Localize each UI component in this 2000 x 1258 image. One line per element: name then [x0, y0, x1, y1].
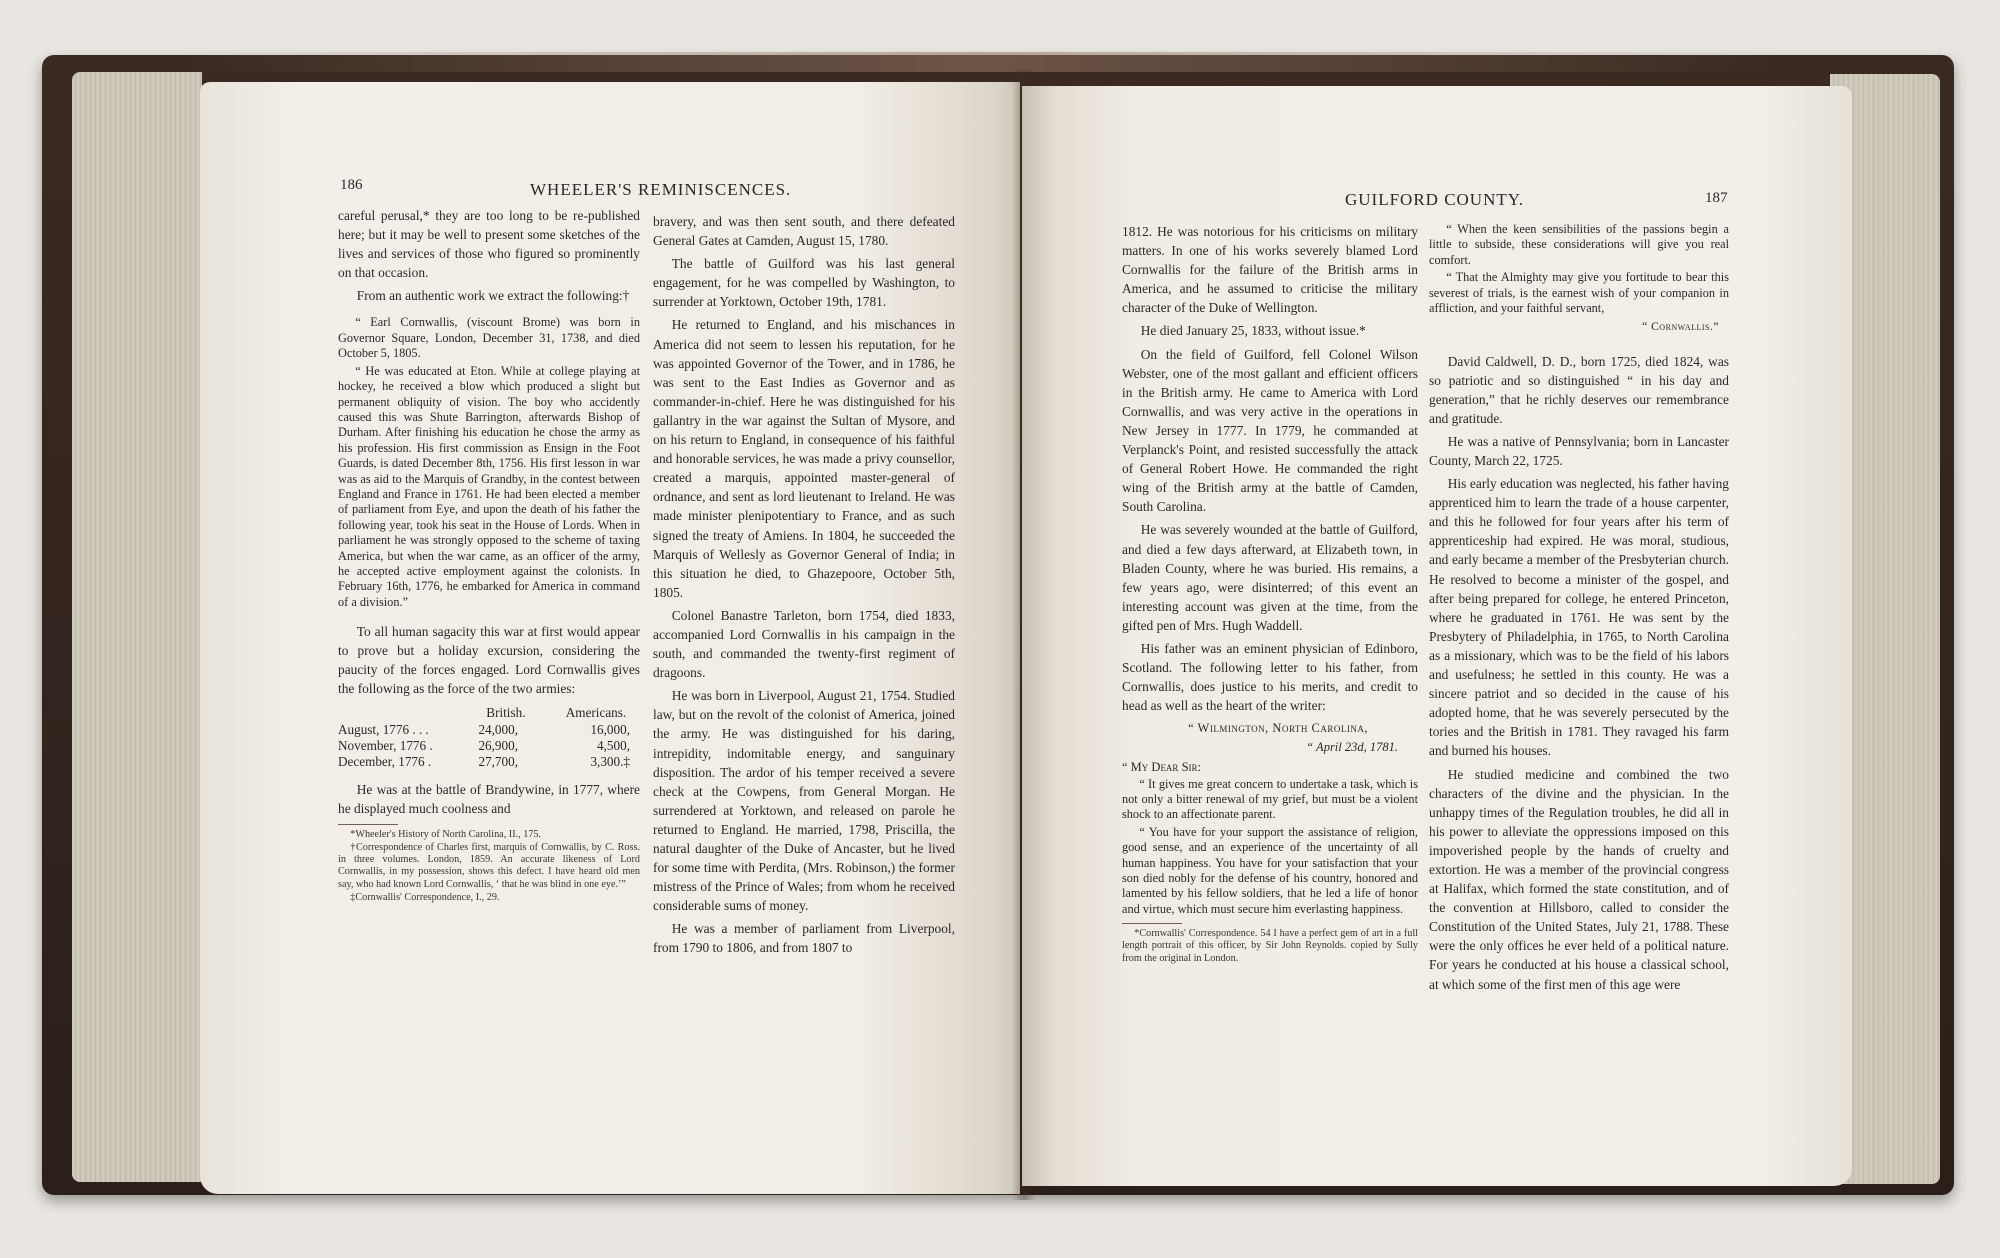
left-page-edges — [72, 72, 202, 1182]
paragraph: He was a member of parliament from Liverpool, from 1790 to 1806, and from 1807 to — [653, 921, 955, 956]
quoted-biography — [338, 315, 640, 610]
footnote: ‡Cornwallis' Correspondence, I., 29. — [350, 891, 500, 903]
letter-date: “ April 23d, 1781. — [1306, 740, 1398, 755]
right-column-2 — [1429, 222, 1729, 998]
letter-place: “ Wilmington, North Carolina, — [1188, 721, 1368, 736]
footnote: *Wheeler's History of North Carolina, II., 175. — [350, 828, 542, 840]
table-row: December, 1776 . 27,700, 3,300.‡ — [338, 753, 630, 769]
paragraph: Colonel Banastre Tarleton, born 1754, died 1833, accompanied Lord Cornwallis in his campaign in the south, and commanded the twenty-first regiment of dragoons. — [653, 607, 955, 681]
footnotes-left — [338, 829, 640, 904]
paragraph: bravery, and was then sent south, and there defeated General Gates at Camden, August 15, 1780. — [653, 214, 955, 249]
paragraph: To all human sagacity this war at first would appear to prove but a holiday excursion, considering the paucity of the forces engaged. Lord Cornwallis gives the following as the force of the two armies: — [338, 624, 640, 697]
paragraph: He was born in Liverpool, August 21, 1754. Studied law, but on the revolt of the colonist of America, joined the army. He was distinguished for his daring, intrepidity, indomitable energy, and sanguinary disposition. The ardor of his temper received a severe check at the Cowpens, from General Morgan. He surrendered at Yorktown, and released on parole he returned to England. He married, 1798, Priscilla, the natural daughter of the Duke of Ancaster, but he lived for some time with Perdita, (Mrs. Robinson,) the former mistress of the Prince of Wales; from whom he received considerable sums of money. — [653, 688, 955, 914]
paragraph: He was at the battle of Brandywine, in 1777, where he displayed much coolness and — [338, 781, 640, 816]
paragraph: His early education was neglected, his father having apprenticed him to learn the trade of a house carpenter, and this he followed for four years after his term of apprenticeship had expired. He was moral, studious, and early became a member of the Presbyterian church. He resolved to become a minister of the gospel, and after being prepared for college, he entered Princeton, where he graduated in 1761. He was sent by the Presbytery of Philadelphia, in 1765, to North Carolina as a missionary, which was to be the field of his labors and usefulness; he settled in this county. He was a sincere patriot and so decided in the cause of his adopted home, that he was severely persecuted by the tories and the British in 1781. They ravaged his farm and burned his houses. — [1429, 476, 1729, 759]
footnote-right — [1122, 928, 1418, 965]
letter-continuation — [1429, 222, 1729, 316]
letter-paragraph: “ When the keen sensibilities of the passions begin a little to subside, these considerations will give you real comfort. — [1429, 222, 1729, 267]
letter-signature: “ Cornwallis.” — [1642, 321, 1719, 334]
paragraph: He was severely wounded at the battle of Guilford, and died a few days afterward, at Elizabeth town, in Bladen County, where he was buried. His remains, a few years ago, were disinterred; of this event an interesting account was given at the time, from the gifted pen of Mrs. Hugh Waddell. — [1122, 522, 1418, 633]
left-column-2 — [653, 212, 955, 962]
paragraph: He returned to England, and his mischances in America did not seem to lessen his reputation, for he was appointed Governor of the Tower, and in 1786, he was sent to the East Indies as Governor and as commander-in-chief. Here he was distinguished for his gallantry in the war against the Sultan of Mysore, and on his return to England, in consequence of his faithful and honorable services, he was made a privy counsellor, created a marquis, appointed master-general of ordnance, and sent as lord lieutenant to Ireland. He was made minister plenipotentiary to France, and as such signed the treaty of Amiens. In 1804, he succeeded the Marquis of Wellesly as Governor General of India; in this situation he died, to Ghazepoore, October 5th, 1805. — [653, 317, 955, 600]
page-number-left: 186 — [340, 177, 363, 193]
left-column-1 — [338, 206, 640, 905]
paragraph: From an authentic work we extract the following:† — [356, 288, 630, 304]
paragraph: careful perusal,* they are too long to be re-published here; but it may be well to present some sketches of the lives and services of those who figured so prominently on that occasion. — [338, 208, 640, 281]
paragraph: On the field of Guilford, fell Colonel Wilson Webster, one of the most gallant and efficient officers in the British army. He came to America with Lord Cornwallis, and was very active in the operations in New Jersey in 1777. In 1779, he commanded at Verplanck's Point, and resisted successfully the attack of General Robert Howe. He commanded the right wing of the British army at the battle of Camden, South Carolina. — [1122, 346, 1418, 515]
running-head-left: WHEELER'S REMINISCENCES. — [530, 180, 792, 199]
footnote-rule — [1122, 923, 1182, 924]
cover-spine-wear — [180, 52, 1780, 72]
table-row: November, 1776 . 26,900, 4,500, — [338, 737, 630, 753]
running-head-right: GUILFORD COUNTY. — [1345, 190, 1525, 209]
table-row: August, 1776 . . . 24,000, 16,000, — [338, 721, 630, 737]
letter-body — [1122, 777, 1418, 918]
footnote-rule — [338, 824, 398, 825]
page-number-right: 187 — [1705, 190, 1728, 206]
paragraph: 1812. He was notorious for his criticisms on military matters. In one of his works severely blamed Lord Cornwallis for the failure of the British arms in America, and he assumed to criticise the military character of the Duke of Wellington. — [1122, 224, 1418, 316]
table-header-british: British. — [486, 704, 526, 720]
table-header-americans: Americans. — [565, 704, 627, 720]
letter-salutation: “ My Dear Sir: — [1122, 759, 1201, 774]
paragraph: He was a native of Pennsylvania; born in Lancaster County, March 22, 1725. — [1429, 433, 1729, 468]
paragraph: David Caldwell, D. D., born 1725, died 1824, was so patriotic and so distinguished “ in his day and generation,” that he richly deserves our remembrance and gratitude. — [1429, 353, 1729, 426]
quote-paragraph: “ He was educated at Eton. While at college playing at hockey, he received a blow which produced a slight but permanent obliquity of vision. The boy who accidently caused this was Shute Barrington, afterwards Bishop of Durham. After finishing his education he chose the army as his profession. His first commission as Ensign in the Foot Guards, is dated December 8th, 1756. His first lesson in war was as aid to the Marquis of Grandby, in the contest between England and France in 1761. He had been elected a member of parliament from Eye, and upon the death of his father the following year, took his seat in the House of Lords. When in parliament he was strongly opposed to the scheme of taxing America, but when the war came, as an officer of the army, he accepted active employment against the colonists. In February 16th, 1776, he embarked for America in command of a division.” — [338, 363, 640, 609]
armies-table — [338, 703, 640, 770]
paragraph: His father was an eminent physician of Edinboro, Scotland. The following letter to his father, from Cornwallis, does justice to his merits, and credit to head as well as the heart of the writer: — [1122, 640, 1418, 714]
letter-paragraph: “ You have for your support the assistance of religion, good sense, and an experience of the uncertainty of all human happiness. You have for your satisfaction that your son died nobly for the defense of his country, honored and lamented by his fellow soldiers, that he led a life of honor and virtue, which must secure him everlasting happiness. — [1122, 824, 1418, 916]
paragraph: The battle of Guilford was his last general engagement, for he was compelled by Washington, to surrender at Yorktown, October 19th, 1781. — [653, 256, 955, 310]
right-page — [1022, 86, 1852, 1186]
quote-paragraph: “ Earl Cornwallis, (viscount Brome) was born in Governor Square, London, December 31, 1738, and died October 5, 1805. — [338, 315, 640, 361]
right-column-1 — [1122, 222, 1418, 966]
letter-paragraph: “ It gives me great concern to undertake a task, which is not only a bitter renewal of my grief, but must be a violent shock to an affectionate parent. — [1122, 776, 1418, 822]
footnote: *Cornwallis' Correspondence. 54 I have a perfect gem of art in a full length portrait of this officer, by Sir John Reynolds. copied by Sully from the original in London. — [1122, 928, 1418, 964]
letter-paragraph: “ That the Almighty may give you fortitude to bear this severest of trials, is the earnest wish of your companion in affliction, and your faithful servant, — [1429, 270, 1729, 316]
footnote: †Correspondence of Charles first, marquis of Cornwallis, by C. Ross. in three volumes. London, 1859. An accurate likeness of Lord Cornwallis, in my possession, shows this defect. I have heard old men say, who had known Lord Cornwallis, ‘ that he was blind in one eye.’” — [338, 842, 640, 890]
paragraph: He died January 25, 1833, without issue.* — [1140, 323, 1366, 339]
paragraph: He studied medicine and combined the two characters of the divine and the physician. In the unhappy times of the Regulation troubles, he did all in his power to alleviate the oppressions imposed on this impoverished people by the hands of cruelty and extortion. He was a member of the provincial congress at Halifax, which formed the state constitution, and of the convention at Hillsboro, called to consider the Constitution of the United States, July 21, 1788. These were the only offices he ever held of a political nature. For years he conducted at his house a classical school, at which some of the first men of this age were — [1429, 766, 1729, 992]
left-page — [200, 82, 1020, 1194]
